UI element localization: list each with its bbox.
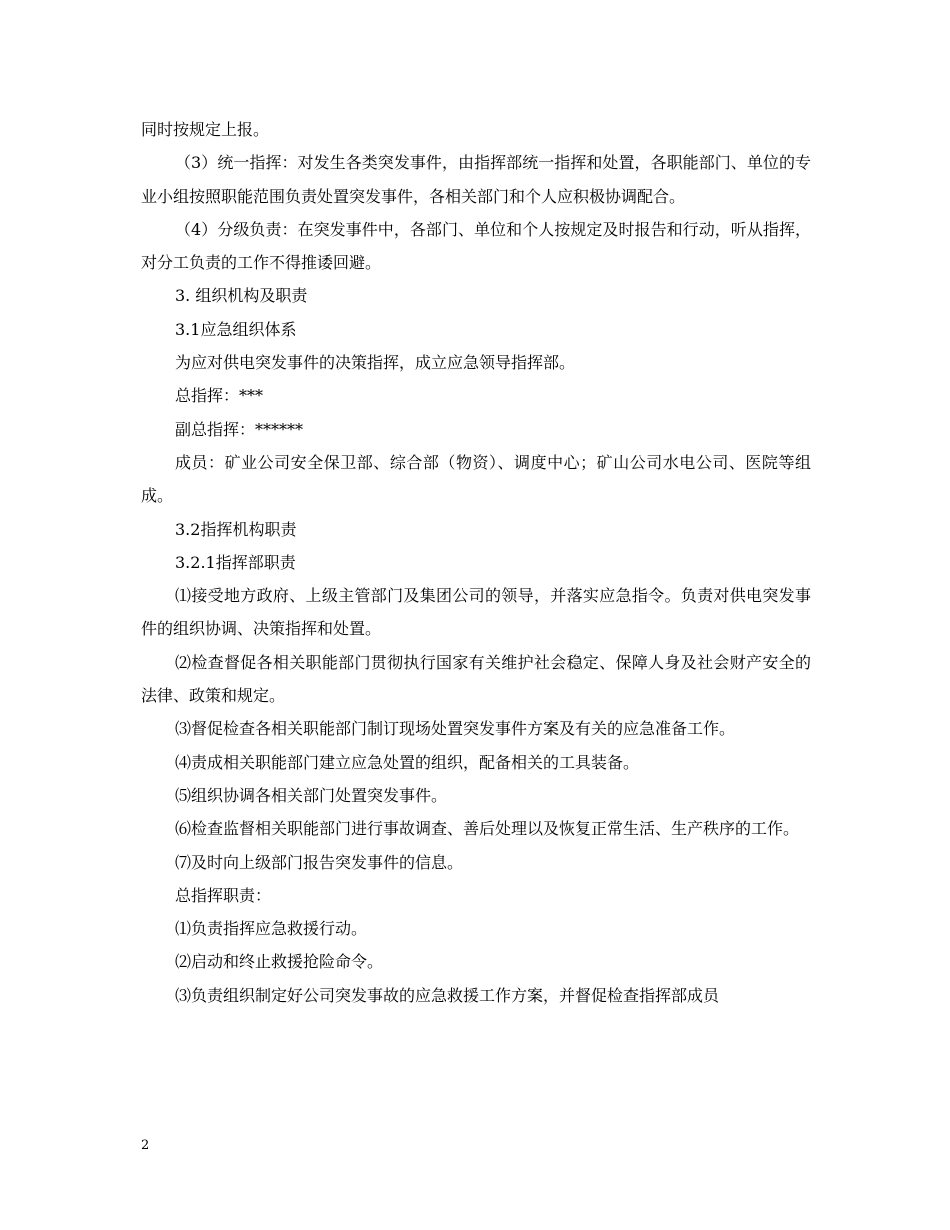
duty-item-2: ⑵检查督促各相关职能部门贯彻执行国家有关维护社会稳定、保障人身及社会财产安全的法律、政策和规定。 — [141, 652, 811, 706]
paragraph-6: 为应对供电突发事件的决策指挥，成立应急领导指挥部。 — [175, 353, 576, 373]
commander-line: 总指挥：*** — [175, 386, 264, 406]
paragraph-1: 同时按规定上报。 — [141, 120, 270, 139]
duty-item-7: ⑺及时向上级部门报告突发事件的信息。 — [175, 852, 464, 872]
duty-item-1: ⑴接受地方政府、上级主管部门及集团公司的领导，并落实应急指令。负责对供电突发事件的组织协调、决策指挥和处置。 — [141, 586, 811, 639]
duty-item-3: ⑶督促检查各相关职能部门制订现场处置突发事件方案及有关的应急准备工作。 — [175, 719, 736, 739]
commander-duty-2: ⑵启动和终止救援抢险命令。 — [175, 952, 384, 972]
commander-duty-1: ⑴负责指挥应急救援行动。 — [175, 919, 368, 939]
paragraph-2: （3）统一指挥：对发生各类突发事件，由指挥部统一指挥和处置，各职能部门、单位的专业小组按照职能范围负责处置突发事件，各相关部门和个人应积极协调配合。 — [141, 153, 811, 206]
section-heading-3-2-1: 3.2.1指挥部职责 — [175, 552, 296, 572]
section-heading-3: 3. 组织机构及职责 — [175, 286, 308, 306]
section-heading-3-2: 3.2指挥机构职责 — [175, 519, 297, 539]
paragraph-3: （4）分级负责：在突发事件中，各部门、单位和个人按规定及时报告和行动，听从指挥，对分工负责的工作不得推诿回避。 — [141, 219, 811, 273]
duty-item-5: ⑸组织协调各相关部门处置突发事件。 — [175, 785, 448, 805]
duty-item-4: ⑷责成相关职能部门建立应急处置的组织，配备相关的工具装备。 — [175, 752, 640, 772]
page-number: 2 — [141, 1138, 150, 1153]
duty-item-6: ⑹检查监督相关职能部门进行事故调查、善后处理以及恢复正常生活、生产秩序的工作。 — [175, 819, 800, 839]
members-line: 成员：矿业公司安全保卫部、综合部（物资）、调度中心；矿山公司水电公司、医院等组成。 — [141, 452, 811, 506]
section-heading-3-1: 3.1应急组织体系 — [175, 319, 297, 339]
commander-duty-3: ⑶负责组织制定好公司突发事故的应急救援工作方案，并督促检查指挥部成员 — [175, 985, 720, 1005]
document-body — [141, 113, 811, 1012]
deputy-commander-line: 副总指挥：****** — [175, 419, 304, 439]
commander-duties-heading: 总指挥职责： — [175, 885, 272, 905]
